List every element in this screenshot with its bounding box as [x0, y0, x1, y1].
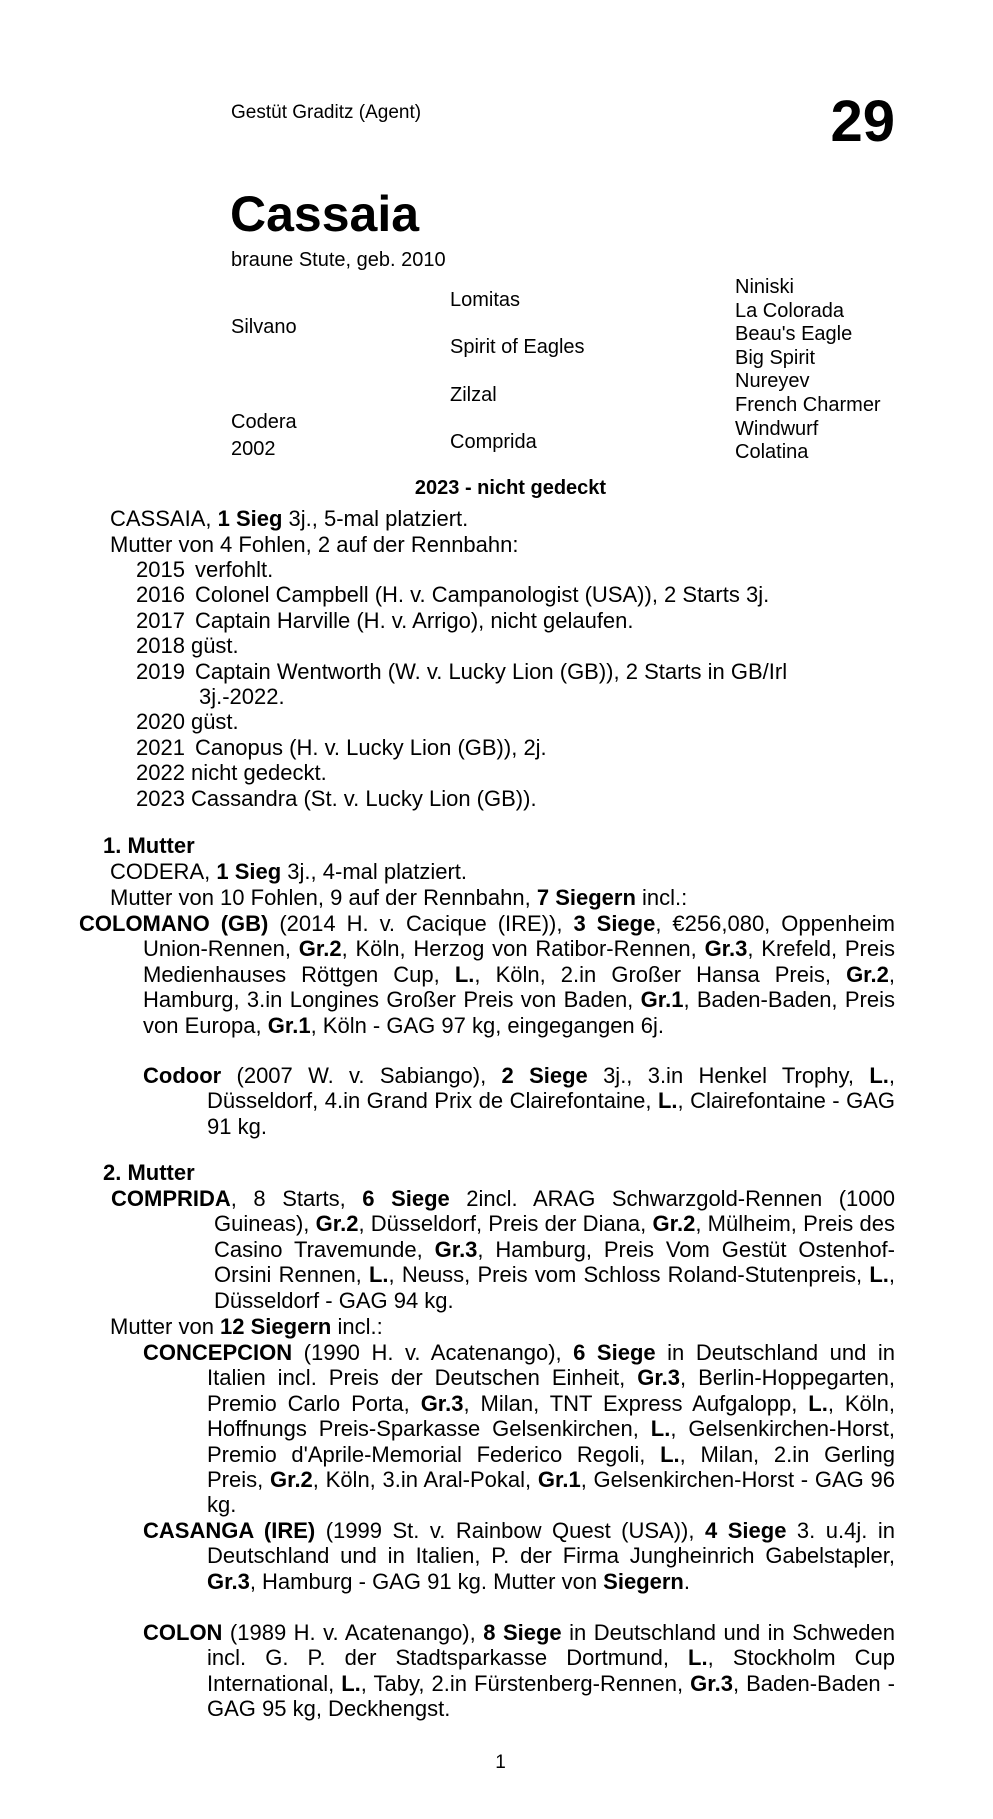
foal-text: Captain Harville (H. v. Arrigo), nicht gelaufen.: [194, 607, 634, 633]
record-text: , Stockholm Cup International,: [207, 1645, 895, 1696]
produce-text: Mutter von 10 Fohlen, 9 auf der Rennbahn,: [110, 885, 537, 910]
highlight-text: 3 Siege: [573, 911, 656, 936]
highlight-text: 2 Siege: [501, 1063, 588, 1088]
foal-row: [136, 633, 787, 658]
highlight-text: L.: [341, 1670, 361, 1696]
record-text: , Köln - GAG 97 kg, eingegangen 6j.: [310, 1012, 665, 1038]
record-text: , Milan, TNT Express Aufgalopp,: [463, 1390, 809, 1416]
highlight-text: 8 Siege: [483, 1620, 562, 1645]
second-dam-produce: [110, 1314, 383, 1339]
foal-year: 2017: [136, 607, 185, 633]
pedigree-gen3-name: Nureyev: [735, 370, 810, 393]
record-text: , Düsseldorf, 4.in Grand Prix de Clairefontaine,: [207, 1063, 895, 1114]
consignor-agent: Gestüt Graditz (Agent): [231, 102, 422, 123]
record-text: , Milan, 2.in Gerling Preis,: [207, 1441, 895, 1493]
record-text: .: [683, 1568, 690, 1594]
foal-text: Cassandra (St. v. Lucky Lion (GB)).: [190, 785, 537, 811]
offspring-entry: [143, 1063, 895, 1139]
record-text: 2incl. ARAG Schwarzgold-Rennen (1000 Guineas),: [214, 1186, 895, 1237]
foal-row: [136, 709, 787, 734]
offspring-entry: [143, 1620, 895, 1722]
record-text: , Gelsenkirchen-Horst - GAG 96 kg.: [207, 1467, 895, 1518]
highlight-text: L.: [650, 1416, 671, 1442]
pedigree-gen3-name: La Colorada: [735, 299, 844, 322]
offspring-entry: [143, 1340, 895, 1518]
highlight-text: Gr.3: [690, 1670, 733, 1696]
highlight-text: 4 Siege: [705, 1518, 787, 1543]
pedigree-dam-sire: Zilzal: [450, 384, 497, 406]
record-text: , Baden-Baden - GAG 95 kg, Deckhengst.: [207, 1670, 896, 1722]
highlight-text: Gr.1: [537, 1467, 581, 1493]
pedigree-dam: Codera: [231, 411, 297, 433]
record-text: (2014 H. v. Cacique (IRE)),: [268, 911, 574, 936]
highlight-text: 6 Siege: [362, 1186, 450, 1211]
record-text: (2007 W. v. Sabiango),: [221, 1063, 502, 1088]
foal-text: Captain Wentworth (W. v. Lucky Lion (GB)), 2 Starts in GB/Irl: [194, 658, 788, 684]
produce-text: Mutter von: [110, 1314, 221, 1339]
record-text: , Krefeld, Preis Medienhauses Röttgen Cup,: [143, 936, 895, 987]
offspring-entry: [143, 1518, 895, 1594]
highlight-text: Gr.1: [267, 1012, 311, 1038]
record-text: (1990 H. v. Acatenango),: [292, 1340, 574, 1365]
record-text: , Hamburg, Preis Vom Gestüt Ostenhof-Orsini Rennen,: [214, 1236, 895, 1288]
produce-summary: Mutter von 4 Fohlen, 2 auf der Rennbahn:: [110, 532, 519, 557]
foal-row: [136, 760, 787, 785]
record-text: , Clairefontaine - GAG 91 kg.: [207, 1088, 895, 1139]
first-dam-wins: 1 Sieg: [216, 859, 282, 884]
record-text: , €256,080, Oppenheim Union-Rennen,: [143, 911, 896, 962]
pedigree-gen3-name: French Charmer: [735, 393, 881, 416]
race-record: [110, 506, 468, 531]
highlight-text: L.: [368, 1262, 389, 1288]
offspring-name: COLOMANO (GB): [79, 911, 269, 936]
foal-text: Canopus (H. v. Lucky Lion (GB)), 2j.: [194, 734, 547, 760]
highlight-text: Gr.2: [269, 1467, 313, 1493]
horse-name: Cassaia: [230, 186, 420, 242]
highlight-text: Gr.3: [704, 936, 748, 962]
foal-row: [136, 684, 787, 709]
horse-description: braune Stute, geb. 2010: [231, 249, 446, 271]
highlight-text: 6 Siege: [573, 1340, 656, 1365]
pedigree-gen3-name: Niniski: [735, 276, 794, 298]
page-number: 1: [495, 1752, 506, 1773]
offspring-name: COLON: [143, 1620, 223, 1645]
lot-number: 29: [830, 89, 895, 154]
record-details: 3j., 5-mal platziert.: [282, 506, 469, 531]
record-text: , Düsseldorf - GAG 94 kg.: [214, 1262, 895, 1313]
record-text: , Berlin-Hoppegarten, Premio Carlo Porta,: [207, 1365, 896, 1416]
pedigree-gen3-name: Windwurf: [735, 417, 819, 440]
pedigree-dam-dam: Comprida: [450, 431, 537, 453]
foal-text: nicht gedeckt.: [190, 760, 327, 786]
record-text: , 8 Starts,: [230, 1186, 363, 1211]
pedigree-sire-sire: Lomitas: [450, 289, 521, 311]
highlight-text: L.: [808, 1390, 828, 1416]
highlight-text: Gr.1: [640, 987, 684, 1013]
covering-status: 2023 - nicht gedeckt: [414, 477, 607, 499]
foal-row: [136, 608, 787, 633]
record-text: in Deutschland und in Schweden incl. G. P. der Stadtsparkasse Dortmund,: [207, 1620, 895, 1671]
record-text: , Taby, 2.in Fürstenberg-Rennen,: [360, 1670, 691, 1696]
highlight-text: Gr.2: [846, 961, 889, 987]
pedigree-dam-year: 2002: [231, 438, 276, 460]
highlight-text: L.: [454, 961, 475, 987]
foal-row: [136, 735, 787, 760]
record-text: , Baden-Baden, Preis von Europa,: [143, 987, 895, 1038]
pedigree-third-generation: [735, 276, 881, 465]
record-text: , Gelsenkirchen-Horst, Premio d'Aprile-Memorial Federico Regoli,: [207, 1416, 895, 1467]
first-dam-record: [110, 859, 467, 884]
foal-year: 2021: [136, 734, 185, 760]
highlight-text: L.: [869, 1063, 889, 1088]
record-text: (1989 H. v. Acatenango),: [222, 1620, 484, 1645]
first-dam-details: 3j., 4-mal platziert.: [281, 859, 468, 884]
record-text: 3. u.4j. in Deutschland und in Italien, P. der Firma Jungheinrich Gabelstapler,: [207, 1518, 895, 1569]
foal-year: 2016: [136, 582, 185, 608]
pedigree-gen3-name: Colatina: [735, 441, 809, 464]
highlight-text: L.: [660, 1441, 680, 1467]
record-text: , Köln, 2.in Großer Hansa Preis,: [474, 961, 847, 987]
second-dam-record: [111, 1186, 895, 1313]
first-dam-name: CODERA,: [110, 859, 211, 884]
foal-text: 3j.-2022.: [199, 684, 285, 710]
produce-text: incl.:: [635, 885, 688, 910]
produce-winners: 7 Siegern: [536, 885, 636, 910]
produce-winners: 12 Siegern: [220, 1314, 332, 1339]
offspring-name: CONCEPCION: [143, 1340, 293, 1365]
record-text: , Hamburg, 3.in Longines Großer Preis von Baden,: [143, 961, 895, 1013]
offspring-entry: [79, 911, 896, 1038]
record-horse-name: CASSAIA,: [110, 506, 212, 531]
highlight-text: Gr.2: [315, 1211, 359, 1237]
first-dam-produce: [110, 885, 687, 910]
offspring-name: CASANGA (IRE): [143, 1518, 316, 1543]
record-text: , Hamburg - GAG 91 kg. Mutter von: [249, 1568, 604, 1594]
highlight-text: Gr.3: [637, 1365, 681, 1391]
highlight-text: Gr.2: [298, 936, 342, 962]
highlight-text: L.: [657, 1088, 678, 1114]
foal-year: 2018: [136, 633, 185, 659]
highlight-text: Siegern: [603, 1568, 684, 1594]
highlight-text: Gr.3: [420, 1390, 464, 1416]
section-heading-first-dam: 1. Mutter: [103, 833, 195, 858]
foal-text: güst.: [190, 633, 239, 659]
record-text: , Düsseldorf, Preis der Diana,: [358, 1211, 653, 1237]
highlight-text: L.: [688, 1645, 708, 1671]
section-heading-second-dam: 2. Mutter: [103, 1160, 195, 1185]
foal-row: [136, 786, 787, 811]
record-wins: 1 Sieg: [217, 506, 283, 531]
record-text: , Köln, Herzog von Ratibor-Rennen,: [341, 936, 705, 962]
foal-text: güst.: [190, 709, 239, 735]
pedigree-sire-dam: Spirit of Eagles: [450, 336, 585, 358]
foal-year: 2022: [136, 760, 185, 786]
record-text: (1999 St. v. Rainbow Quest (USA)),: [315, 1518, 705, 1543]
foal-text: Colonel Campbell (H. v. Campanologist (USA)), 2 Starts 3j.: [194, 582, 770, 608]
foal-year: 2019: [136, 658, 185, 684]
produce-text: incl.:: [331, 1314, 383, 1339]
highlight-text: L.: [869, 1262, 889, 1288]
foal-year: 2015: [136, 557, 185, 582]
foal-row: [136, 557, 787, 582]
foal-year: 2023: [136, 785, 185, 811]
highlight-text: Gr.3: [434, 1236, 478, 1262]
foal-row: [136, 659, 787, 684]
record-text: in Deutschland und in Italien incl. Preis der Deutschen Einheit,: [207, 1340, 896, 1391]
second-dam-name: COMPRIDA: [111, 1186, 231, 1211]
highlight-text: Gr.3: [207, 1568, 250, 1594]
pedigree-gen3-name: Beau's Eagle: [735, 323, 853, 346]
record-text: , Neuss, Preis vom Schloss Roland-Stutenpreis,: [388, 1262, 870, 1288]
record-text: , Mülheim, Preis des Casino Travemunde,: [214, 1211, 895, 1262]
pedigree-gen3-name: Big Spirit: [735, 346, 816, 369]
record-text: 3j., 3.in Henkel Trophy,: [587, 1063, 870, 1088]
foal-row: [136, 582, 787, 607]
foal-text: verfohlt.: [194, 557, 274, 582]
record-text: , Köln, Hoffnungs Preis-Sparkasse Gelsenkirchen,: [207, 1390, 895, 1442]
offspring-name: Codoor: [143, 1063, 222, 1088]
foal-year: 2020: [136, 709, 185, 735]
record-text: , Köln, 3.in Aral-Pokal,: [312, 1467, 538, 1493]
pedigree-sire: Silvano: [231, 316, 297, 338]
highlight-text: Gr.2: [652, 1211, 696, 1237]
foal-list: [136, 557, 787, 811]
